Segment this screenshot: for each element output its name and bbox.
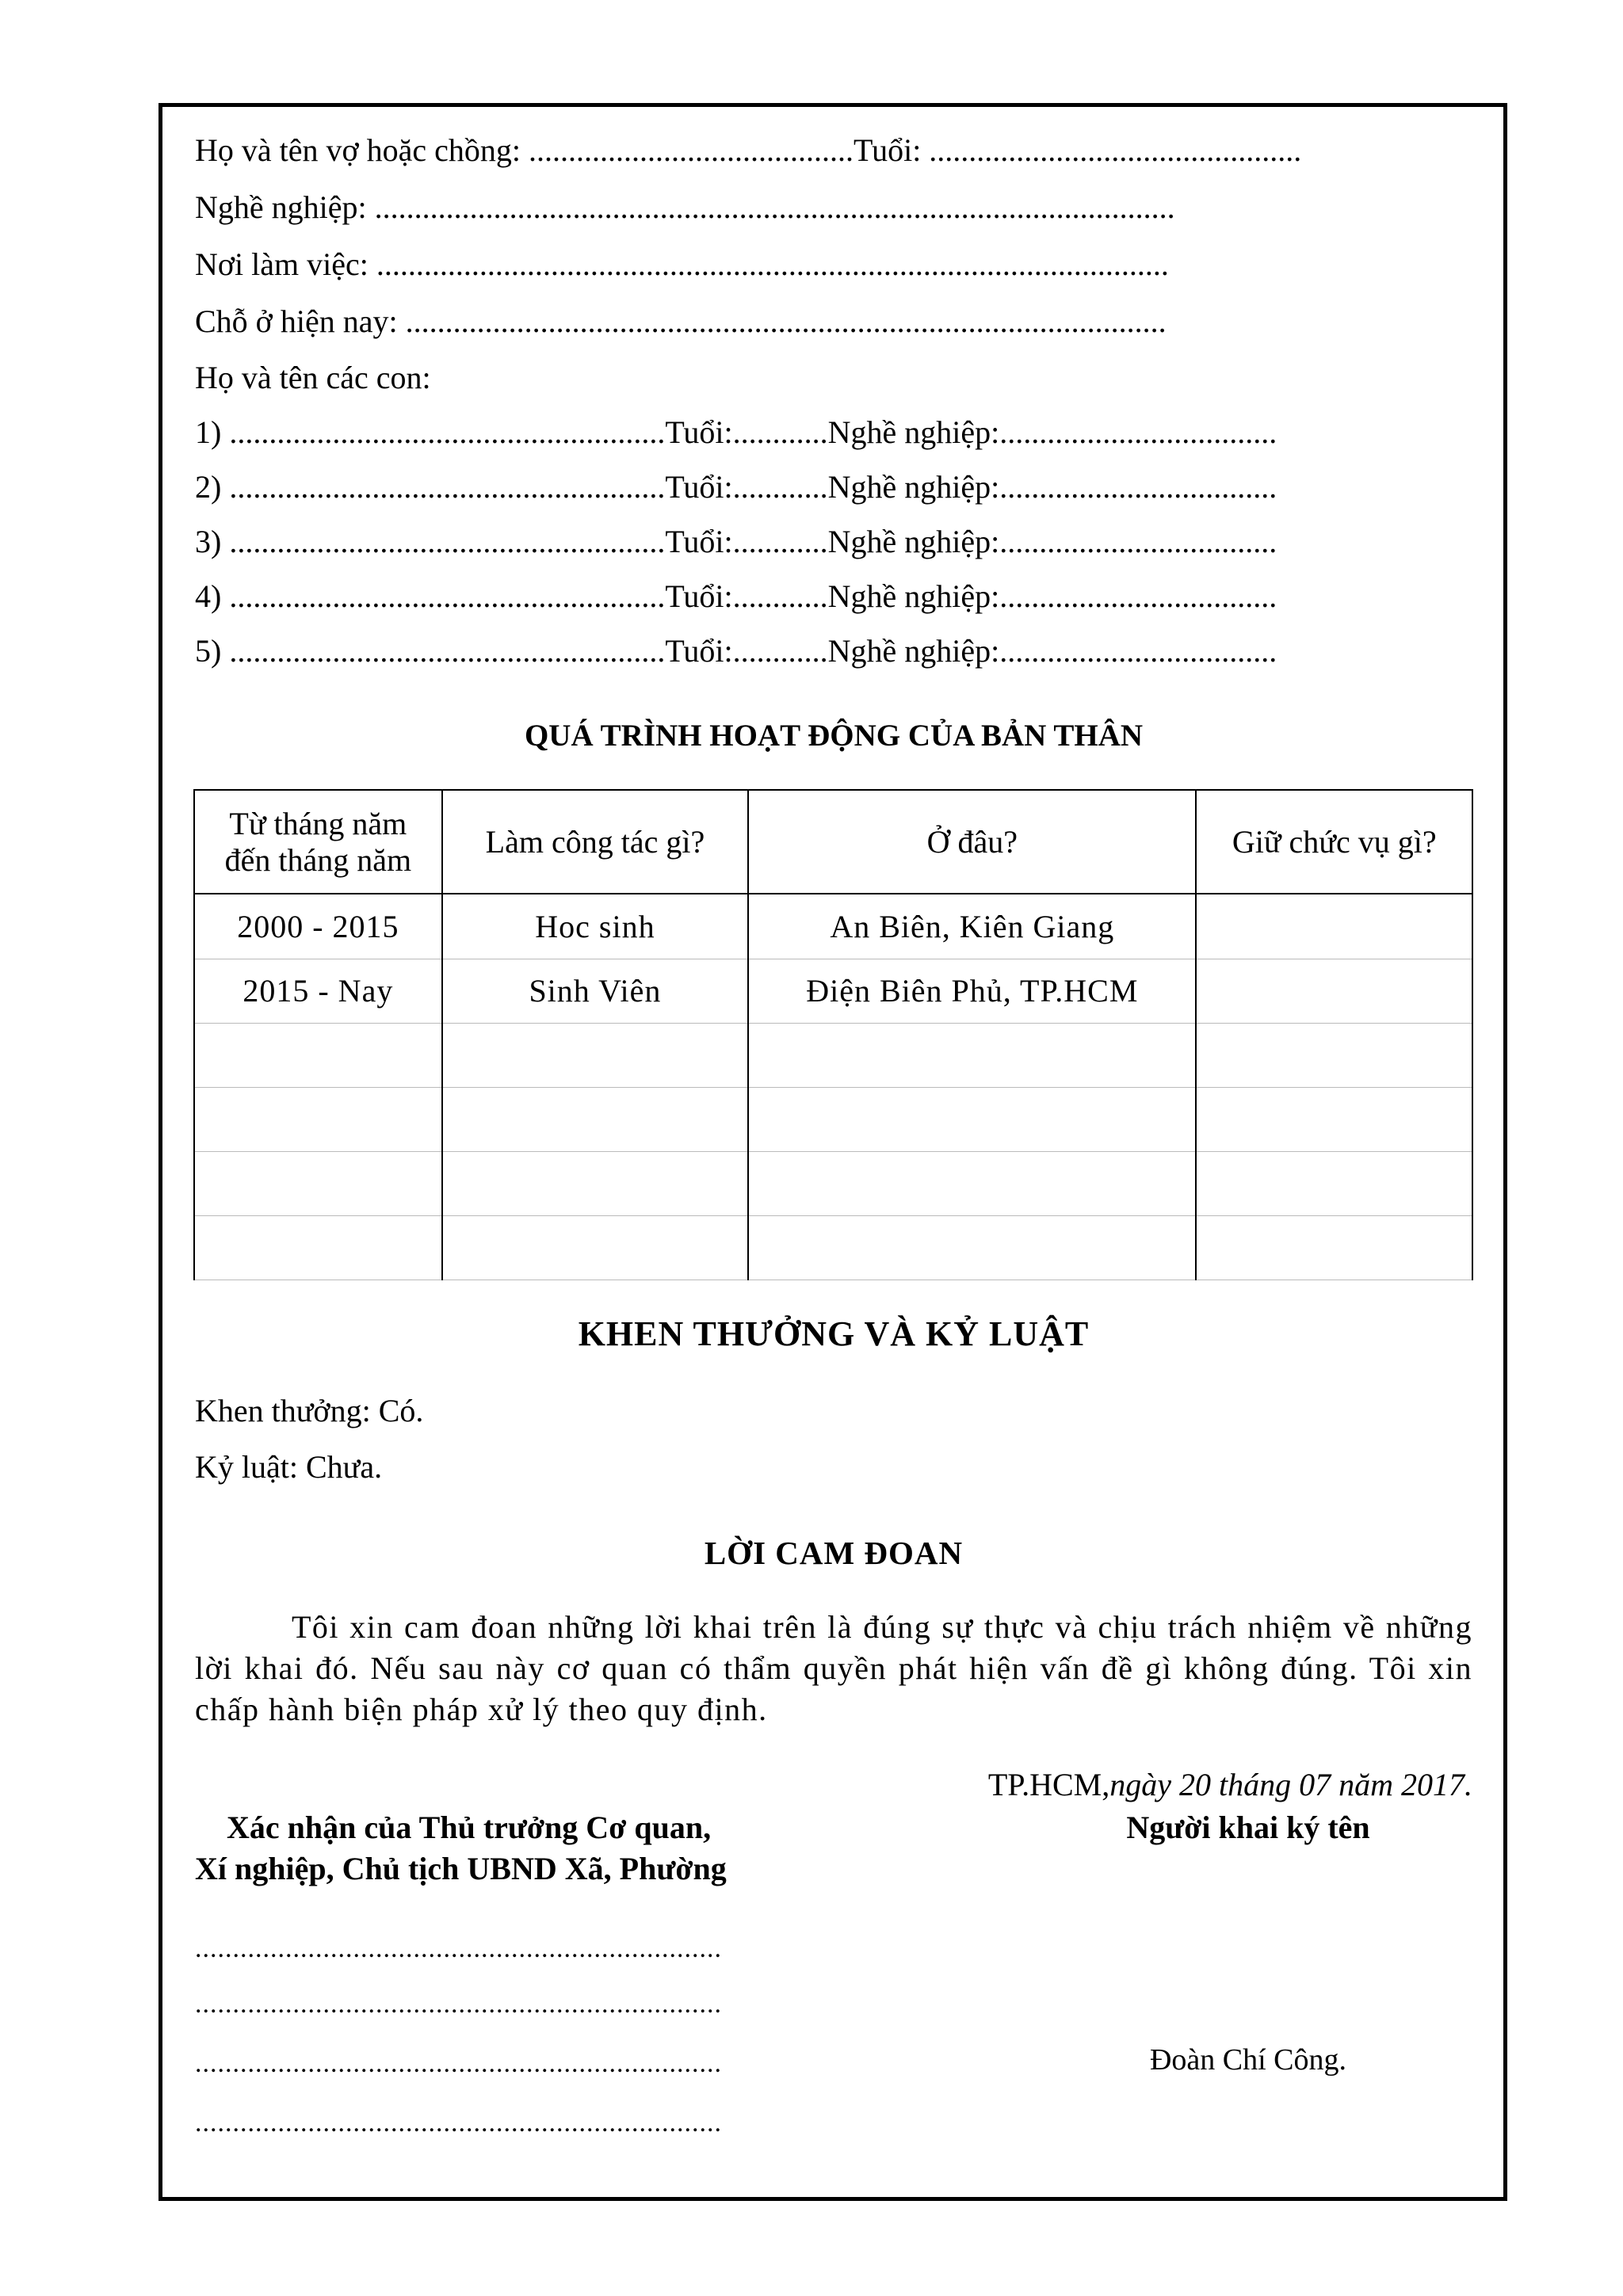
cell-period (194, 1215, 442, 1280)
child-row-4: 4) .......................................................Tuổi:............Nghề nghiệp:................................... (195, 578, 1277, 614)
confirm-dot-line-2: ...................................................................... (195, 1989, 722, 2019)
spouse-age-label: Tuổi: ............................................... (854, 132, 1302, 168)
cell-position (1196, 1023, 1472, 1087)
table-row (194, 894, 1472, 959)
cell-position (1196, 894, 1472, 959)
cell-position (1196, 959, 1472, 1023)
table-row (194, 1087, 1472, 1151)
cell-work (442, 1151, 748, 1215)
cell-place: Điện Biên Phủ, TP.HCM (748, 959, 1196, 1023)
cell-work: Hoc sinh (442, 894, 748, 959)
confirm-line-1: Xác nhận của Thủ trưởng Cơ quan, (227, 1810, 712, 1845)
activity-table (193, 789, 1473, 1280)
signer-title: Người khai ký tên (1126, 1810, 1370, 1845)
cell-period (194, 1087, 442, 1151)
confirm-dot-line-3: ...................................................................... (195, 2049, 722, 2078)
cell-work (442, 1215, 748, 1280)
cell-position (1196, 1151, 1472, 1215)
rewards-title: KHEN THƯỞNG VÀ KỶ LUẬT (578, 1314, 1090, 1353)
confirm-line-2: Xí nghiệp, Chủ tịch UBND Xã, Phường (195, 1851, 727, 1886)
pledge-title: LỜI CAM ĐOAN (704, 1535, 964, 1571)
cell-place: An Biên, Kiên Giang (748, 894, 1196, 959)
confirm-dot-line-4: ...................................................................... (195, 2108, 722, 2138)
date-text: ngày 20 tháng 07 năm 2017. (1109, 1767, 1472, 1802)
cell-place (748, 1087, 1196, 1151)
header-work: Làm công tác gì? (442, 790, 748, 894)
date-place: TP.HCM, (987, 1767, 1110, 1802)
children-label: Họ và tên các con: (195, 360, 431, 395)
confirm-dot-line-1: ...................................................................... (195, 1934, 722, 1963)
table-row (194, 1151, 1472, 1215)
child-row-1: 1) .......................................................Tuổi:............Nghề nghiệp:................................... (195, 414, 1277, 450)
confirmation-block (195, 1807, 813, 1890)
header-period: Từ tháng năm đến tháng năm (194, 790, 442, 894)
cell-period: 2015 - Nay (194, 959, 442, 1023)
spouse-work-line: Nơi làm việc: .................................................................................................... (195, 246, 1169, 282)
table-row (194, 1215, 1472, 1280)
cell-period: 2000 - 2015 (194, 894, 442, 959)
signer-name: Đoàn Chí Công. (1149, 2043, 1347, 2077)
header-position: Giữ chức vụ gì? (1196, 790, 1472, 894)
cell-period (194, 1151, 442, 1215)
child-row-2: 2) .......................................................Tuổi:............Nghề nghiệp:................................... (195, 469, 1277, 505)
cell-work (442, 1023, 748, 1087)
cell-place (748, 1151, 1196, 1215)
child-row-5: 5) .......................................................Tuổi:............Nghề nghiệp:................................... (195, 633, 1277, 669)
spouse-job-line: Nghề nghiệp: ..................................................................................................... (195, 189, 1175, 225)
cell-position (1196, 1087, 1472, 1151)
cell-work: Sinh Viên (442, 959, 748, 1023)
cell-work (442, 1087, 748, 1151)
table-row (194, 1023, 1472, 1087)
cell-period (194, 1023, 442, 1087)
activity-title: QUÁ TRÌNH HOẠT ĐỘNG CỦA BẢN THÂN (524, 719, 1144, 753)
table-row (194, 959, 1472, 1023)
discipline-line: Kỷ luật: Chưa. (195, 1449, 383, 1485)
activity-table-header (194, 790, 1472, 894)
cell-position (1196, 1215, 1472, 1280)
reward-line: Khen thưởng: Có. (195, 1393, 424, 1428)
spouse-residence-line: Chỗ ở hiện nay: ................................................................................................ (195, 303, 1167, 339)
cell-place (748, 1215, 1196, 1280)
date-line (911, 1765, 1472, 1805)
pledge-text: Tôi xin cam đoan những lời khai trên là đúng sự thực và chịu trách nhiệm về những lời khai đó. Nếu sau này cơ quan có thẩm quyền phát hiện vấn đề gì không đúng. Tôi xin chấp hành biện pháp xử lý theo quy định. (195, 1609, 1472, 1727)
child-row-3: 3) .......................................................Tuổi:............Nghề nghiệp:................................... (195, 524, 1277, 559)
header-place: Ở đâu? (748, 790, 1196, 894)
cell-place (748, 1023, 1196, 1087)
spouse-name-line (195, 131, 1472, 170)
spouse-name-label: Họ và tên vợ hoặc chồng: ......................................... (195, 132, 854, 168)
